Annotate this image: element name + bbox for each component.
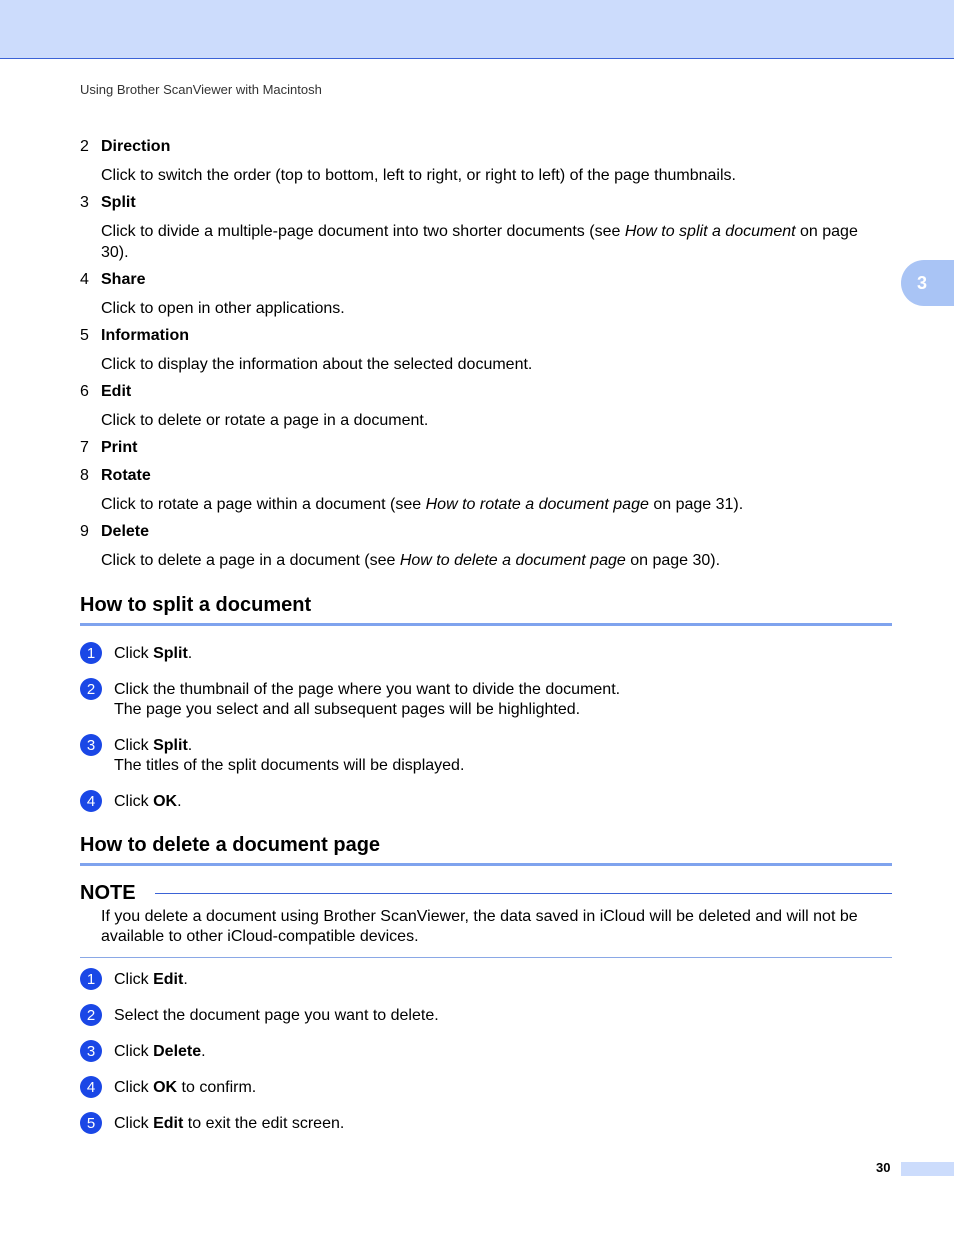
item-number: 2 <box>80 138 89 155</box>
item-description: Click to delete a page in a document (see How to delete a document page on page 30). <box>101 552 721 569</box>
step-number-badge: 2 <box>80 1004 102 1026</box>
item-title: Rotate <box>101 467 151 484</box>
note-label: NOTE <box>80 882 136 904</box>
item-number: 6 <box>80 383 89 400</box>
item-title: Edit <box>101 383 132 400</box>
note-divider <box>155 893 892 894</box>
item-description: Click to rotate a page within a document (see How to rotate a document page on page 31). <box>101 496 744 513</box>
step-number-badge: 1 <box>80 968 102 990</box>
cross-reference-link[interactable]: How to rotate a document page <box>425 496 649 513</box>
step-number-badge: 4 <box>80 790 102 812</box>
item-number: 9 <box>80 523 89 540</box>
note-text: If you delete a document using Brother ScanViewer, the data saved in iCloud will be deleted and will not be available to other iCloud-compatible devices. <box>101 908 858 945</box>
step-text: Click Edit. <box>114 971 188 988</box>
step-number-badge: 2 <box>80 678 102 700</box>
item-title: Share <box>101 271 146 288</box>
running-header: Using Brother ScanViewer with Macintosh <box>80 82 322 97</box>
step-text: Click OK. <box>114 793 182 810</box>
item-description: Click to display the information about the selected document. <box>101 356 533 373</box>
step-text: Click Delete. <box>114 1043 206 1060</box>
step-text: Click OK to confirm. <box>114 1079 257 1096</box>
header-band <box>0 0 954 59</box>
item-number: 4 <box>80 271 89 288</box>
cross-reference-link[interactable]: How to split a document <box>624 223 796 240</box>
step-text: Click the thumbnail of the page where you want to divide the document. The page you select and all subsequent pages will be highlighted. <box>114 681 621 718</box>
step-number-badge: 1 <box>80 642 102 664</box>
section-heading-split: How to split a document <box>80 594 892 626</box>
step-text: Click Split. The titles of the split documents will be displayed. <box>114 737 465 774</box>
chapter-tab: 3 <box>901 260 954 306</box>
item-title: Print <box>101 439 138 456</box>
step-number-badge: 5 <box>80 1112 102 1134</box>
cross-reference-link[interactable]: How to delete a document page <box>399 552 626 569</box>
item-title: Delete <box>101 523 150 540</box>
item-number: 5 <box>80 327 89 344</box>
item-description: Click to divide a multiple-page document into two shorter documents (see How to split a document on page 30). <box>101 223 858 261</box>
step-text: Click Split. <box>114 645 193 662</box>
page-number-bar <box>901 1162 954 1176</box>
item-number: 7 <box>80 439 89 456</box>
page-number: 30 <box>876 1160 891 1175</box>
section-heading-delete: How to delete a document page <box>80 834 892 866</box>
step-number-badge: 3 <box>80 734 102 756</box>
item-title: Direction <box>101 138 171 155</box>
item-number: 8 <box>80 467 89 484</box>
step-number-badge: 3 <box>80 1040 102 1062</box>
step-text: Click Edit to exit the edit screen. <box>114 1115 345 1132</box>
item-title: Split <box>101 194 136 211</box>
item-title: Information <box>101 327 189 344</box>
item-number: 3 <box>80 194 89 211</box>
note-divider <box>80 957 892 958</box>
item-description: Click to open in other applications. <box>101 300 345 317</box>
item-description: Click to switch the order (top to bottom, left to right, or right to left) of the page thumbnails. <box>101 167 736 184</box>
item-description: Click to delete or rotate a page in a document. <box>101 412 429 429</box>
step-number-badge: 4 <box>80 1076 102 1098</box>
step-text: Select the document page you want to delete. <box>114 1007 439 1024</box>
